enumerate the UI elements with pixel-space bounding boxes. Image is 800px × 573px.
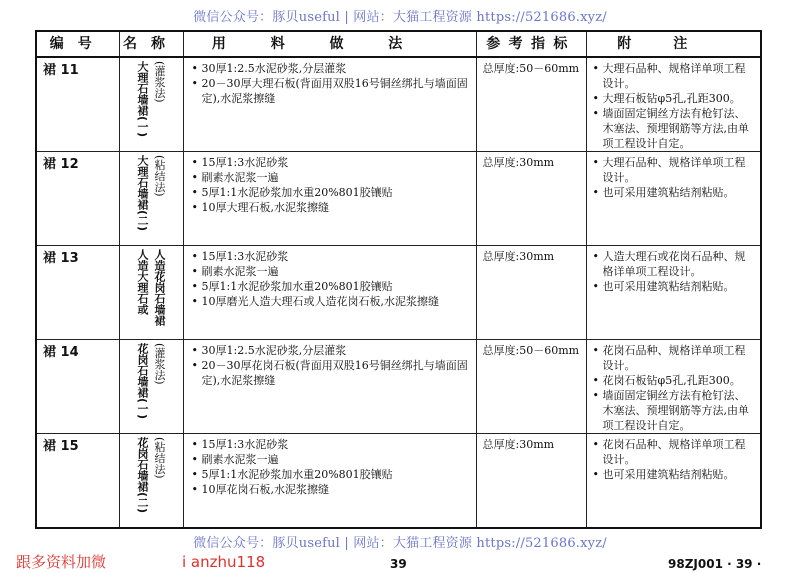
method-item: • 10厚花岗石板,水泥浆擦缝 [192,482,476,497]
reference-cell: 总厚度:50－60mm [476,57,586,152]
method-cell [183,57,476,152]
table-row [36,434,761,528]
notes-cell [586,434,761,528]
item-name [119,57,183,152]
method-cell [183,152,476,246]
promo-text: 跟多资料加微 [16,553,107,571]
method-item: • 刷素水泥浆一遍 [192,452,476,467]
notes-item: • 花岗石品种、规格详单项工程设计。 [593,437,757,467]
notes-cell [586,57,761,152]
method-cell [183,340,476,434]
reference-cell: 总厚度:30mm [476,434,586,528]
method-item: • 15厚1:3水泥砂浆 [192,249,476,264]
name-sub: 人造花岗石墙裙 [153,249,166,326]
name-sub: (粘结法) [153,155,166,197]
table-row [36,152,761,246]
item-code: 裙 14 [36,340,119,434]
method-cell [183,246,476,340]
method-item: • 20－30厚花岗石板(背面用双股16号铜丝绑扎与墙面固定),水泥浆擦缝 [192,358,476,388]
method-item: • 20－30厚大理石板(背面用双股16号铜丝绑扎与墙面固定),水泥浆擦缝 [192,76,476,106]
method-item: • 5厚1:1水泥砂浆加水重20%801胶镶贴 [192,467,476,482]
table-row [36,246,761,340]
notes-item: • 也可采用建筑粘结剂粘贴。 [593,185,757,200]
header-reference: 参考指标 [476,31,586,57]
reference-cell: 总厚度:50－60mm [476,340,586,434]
header-name: 名称 [119,31,183,57]
method-item: • 5厚1:1水泥砂浆加水重20%801胶镶贴 [192,279,476,294]
name-main: 人造大理石或 [136,249,149,315]
table-row [36,57,761,152]
notes-item: • 墙面固定铜丝方法有枪钉法、木塞法、预埋钢筋等方法,由单项工程设计自定。 [593,388,757,433]
watermark-bottom: 微信公众号：豚贝useful | 网站：大猫工程资源 https://521686.xyz/ [193,536,607,551]
notes-cell [586,246,761,340]
name-main: 大理石墙裙(二) [136,155,149,232]
method-item: • 5厚1:1水泥砂浆加水重20%801胶镶贴 [192,185,476,200]
page-number-right: 98ZJ001 · 39 · [668,557,762,571]
item-name [119,434,183,528]
reference-cell: 总厚度:30mm [476,246,586,340]
notes-item: • 墙面固定铜丝方法有枪钉法、木塞法、预埋钢筋等方法,由单项工程设计自定。 [593,106,757,151]
promo-id: i anzhu118 [182,553,266,571]
name-main: 花岗石墙裙(一) [136,343,149,420]
notes-cell [586,340,761,434]
method-item: • 30厚1:2.5水泥砂浆,分层灌浆 [192,343,476,358]
notes-item: • 大理石品种、规格详单项工程设计。 [593,61,757,91]
page-number-center: 39 [390,557,407,571]
notes-item: • 也可采用建筑粘结剂粘贴。 [593,467,757,482]
notes-cell [586,152,761,246]
item-name [119,246,183,340]
name-main: 大理石墙裙(一) [136,61,149,138]
method-item: • 10厚大理石板,水泥浆擦缝 [192,200,476,215]
name-sub: (粘结法) [153,437,166,479]
reference-cell: 总厚度:30mm [476,152,586,246]
item-name [119,340,183,434]
header-code: 编号 [36,31,119,57]
method-item: • 15厚1:3水泥砂浆 [192,437,476,452]
notes-item: • 也可采用建筑粘结剂粘贴。 [593,279,757,294]
item-code: 裙 13 [36,246,119,340]
notes-item: • 大理石品种、规格详单项工程设计。 [593,155,757,185]
method-item: • 10厚磨光人造大理石或人造花岗石板,水泥浆擦缝 [192,294,476,309]
watermark-top: 微信公众号：豚贝useful | 网站：大猫工程资源 https://521686.xyz/ [193,10,607,25]
method-item: • 30厚1:2.5水泥砂浆,分层灌浆 [192,61,476,76]
header-method: 用料做法 [183,31,476,57]
notes-item: • 人造大理石或花岗石品种、规格详单项工程设计。 [593,249,757,279]
notes-item: • 花岗石品种、规格详单项工程设计。 [593,343,757,373]
name-sub: (灌浆法) [153,343,166,385]
method-item: • 刷素水泥浆一遍 [192,264,476,279]
header-notes: 附注 [586,31,761,57]
notes-item: • 大理石板钻φ5孔,孔距300。 [593,91,757,106]
item-name [119,152,183,246]
item-code: 裙 12 [36,152,119,246]
construction-table [35,30,762,529]
method-item: • 刷素水泥浆一遍 [192,170,476,185]
name-sub: (灌浆法) [153,61,166,103]
table-row [36,340,761,434]
name-main: 花岗石墙裙(二) [136,437,149,514]
item-code: 裙 11 [36,57,119,152]
method-item: • 15厚1:3水泥砂浆 [192,155,476,170]
item-code: 裙 15 [36,434,119,528]
method-cell [183,434,476,528]
notes-item: • 花岗石板钻φ5孔,孔距300。 [593,373,757,388]
